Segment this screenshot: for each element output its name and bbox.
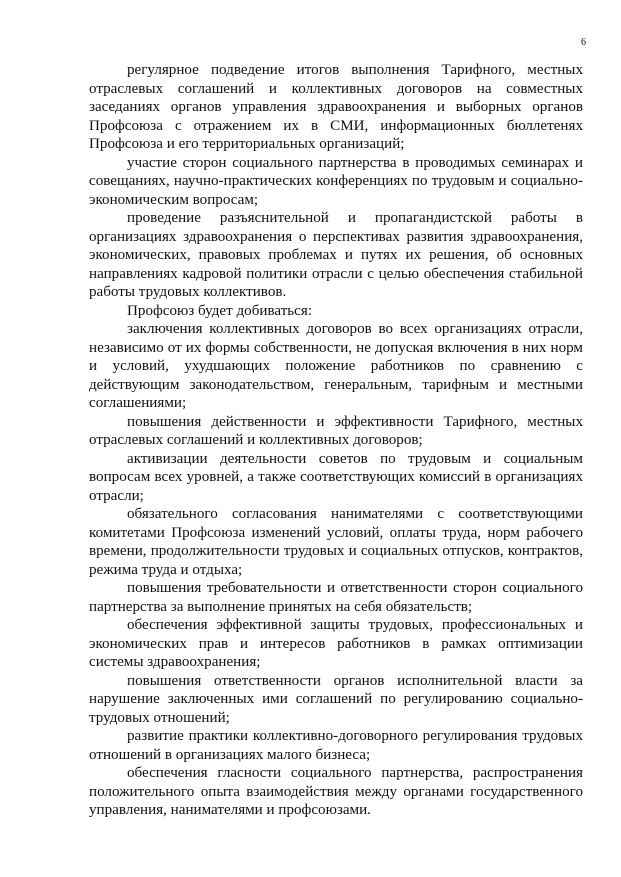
paragraph: заключения коллективных договоров во всех организациях отрасли, независимо от их формы собственности, не допуская включения в них норм и условий, ухудшающих положение работников по сравнению с действующим законодательством, генеральным, тарифным и местными соглашениями; <box>89 321 583 411</box>
paragraph: повышения действенности и эффективности Тарифного, местных отраслевых соглашений и коллективных договоров; <box>89 413 583 448</box>
paragraph: активизации деятельности советов по трудовым и социальным вопросам всех уровней, а также соответствующих комиссий в организациях отрасли; <box>89 450 583 504</box>
page-number: 6 <box>581 37 586 48</box>
paragraph: развитие практики коллективно-договорного регулирования трудовых отношений в организациях малого бизнеса; <box>89 728 583 763</box>
paragraph-heading: Профсоюз будет добиваться: <box>127 302 313 319</box>
paragraph: регулярное подведение итогов выполнения Тарифного, местных отраслевых соглашений и коллективных договоров на совместных заседаниях органов управления здравоохранения и выборных органов Профсоюза с отражением их в СМИ, информационных бюллетенях Профсоюза и его территориальных организаций; <box>89 62 583 152</box>
paragraph: проведение разъяснительной и пропагандистской работы в организациях здравоохранения о перспективах развития здравоохранения, экономических, правовых проблемах и путях их решения, об основных направлениях кадровой политики отрасли с целью обеспечения стабильной работы трудовых коллективов. <box>89 210 583 300</box>
body-text <box>89 61 583 820</box>
paragraph: участие сторон социального партнерства в проводимых семинарах и совещаниях, научно-практических конференциях по трудовым и социально-экономическим вопросам; <box>89 154 583 208</box>
paragraph: повышения ответственности органов исполнительной власти за нарушение заключенных ими соглашений по регулированию социально-трудовых отношений; <box>89 672 583 726</box>
paragraph: обязательного согласования нанимателями с соответствующими комитетами Профсоюза изменений условий, оплаты труда, норм рабочего времени, продолжительности трудовых и социальных отпусков, контрактов, режима труда и отдыха; <box>89 506 583 578</box>
paragraph: повышения требовательности и ответственности сторон социального партнерства за выполнение принятых на себя обязательств; <box>89 580 583 615</box>
paragraph: обеспечения гласности социального партнерства, распространения положительного опыта взаимодействия между органами государственного управления, нанимателями и профсоюзами. <box>89 765 583 818</box>
paragraph: обеспечения эффективной защиты трудовых, профессиональных и экономических прав и интересов работников в рамках оптимизации системы здравоохранения; <box>89 617 583 670</box>
